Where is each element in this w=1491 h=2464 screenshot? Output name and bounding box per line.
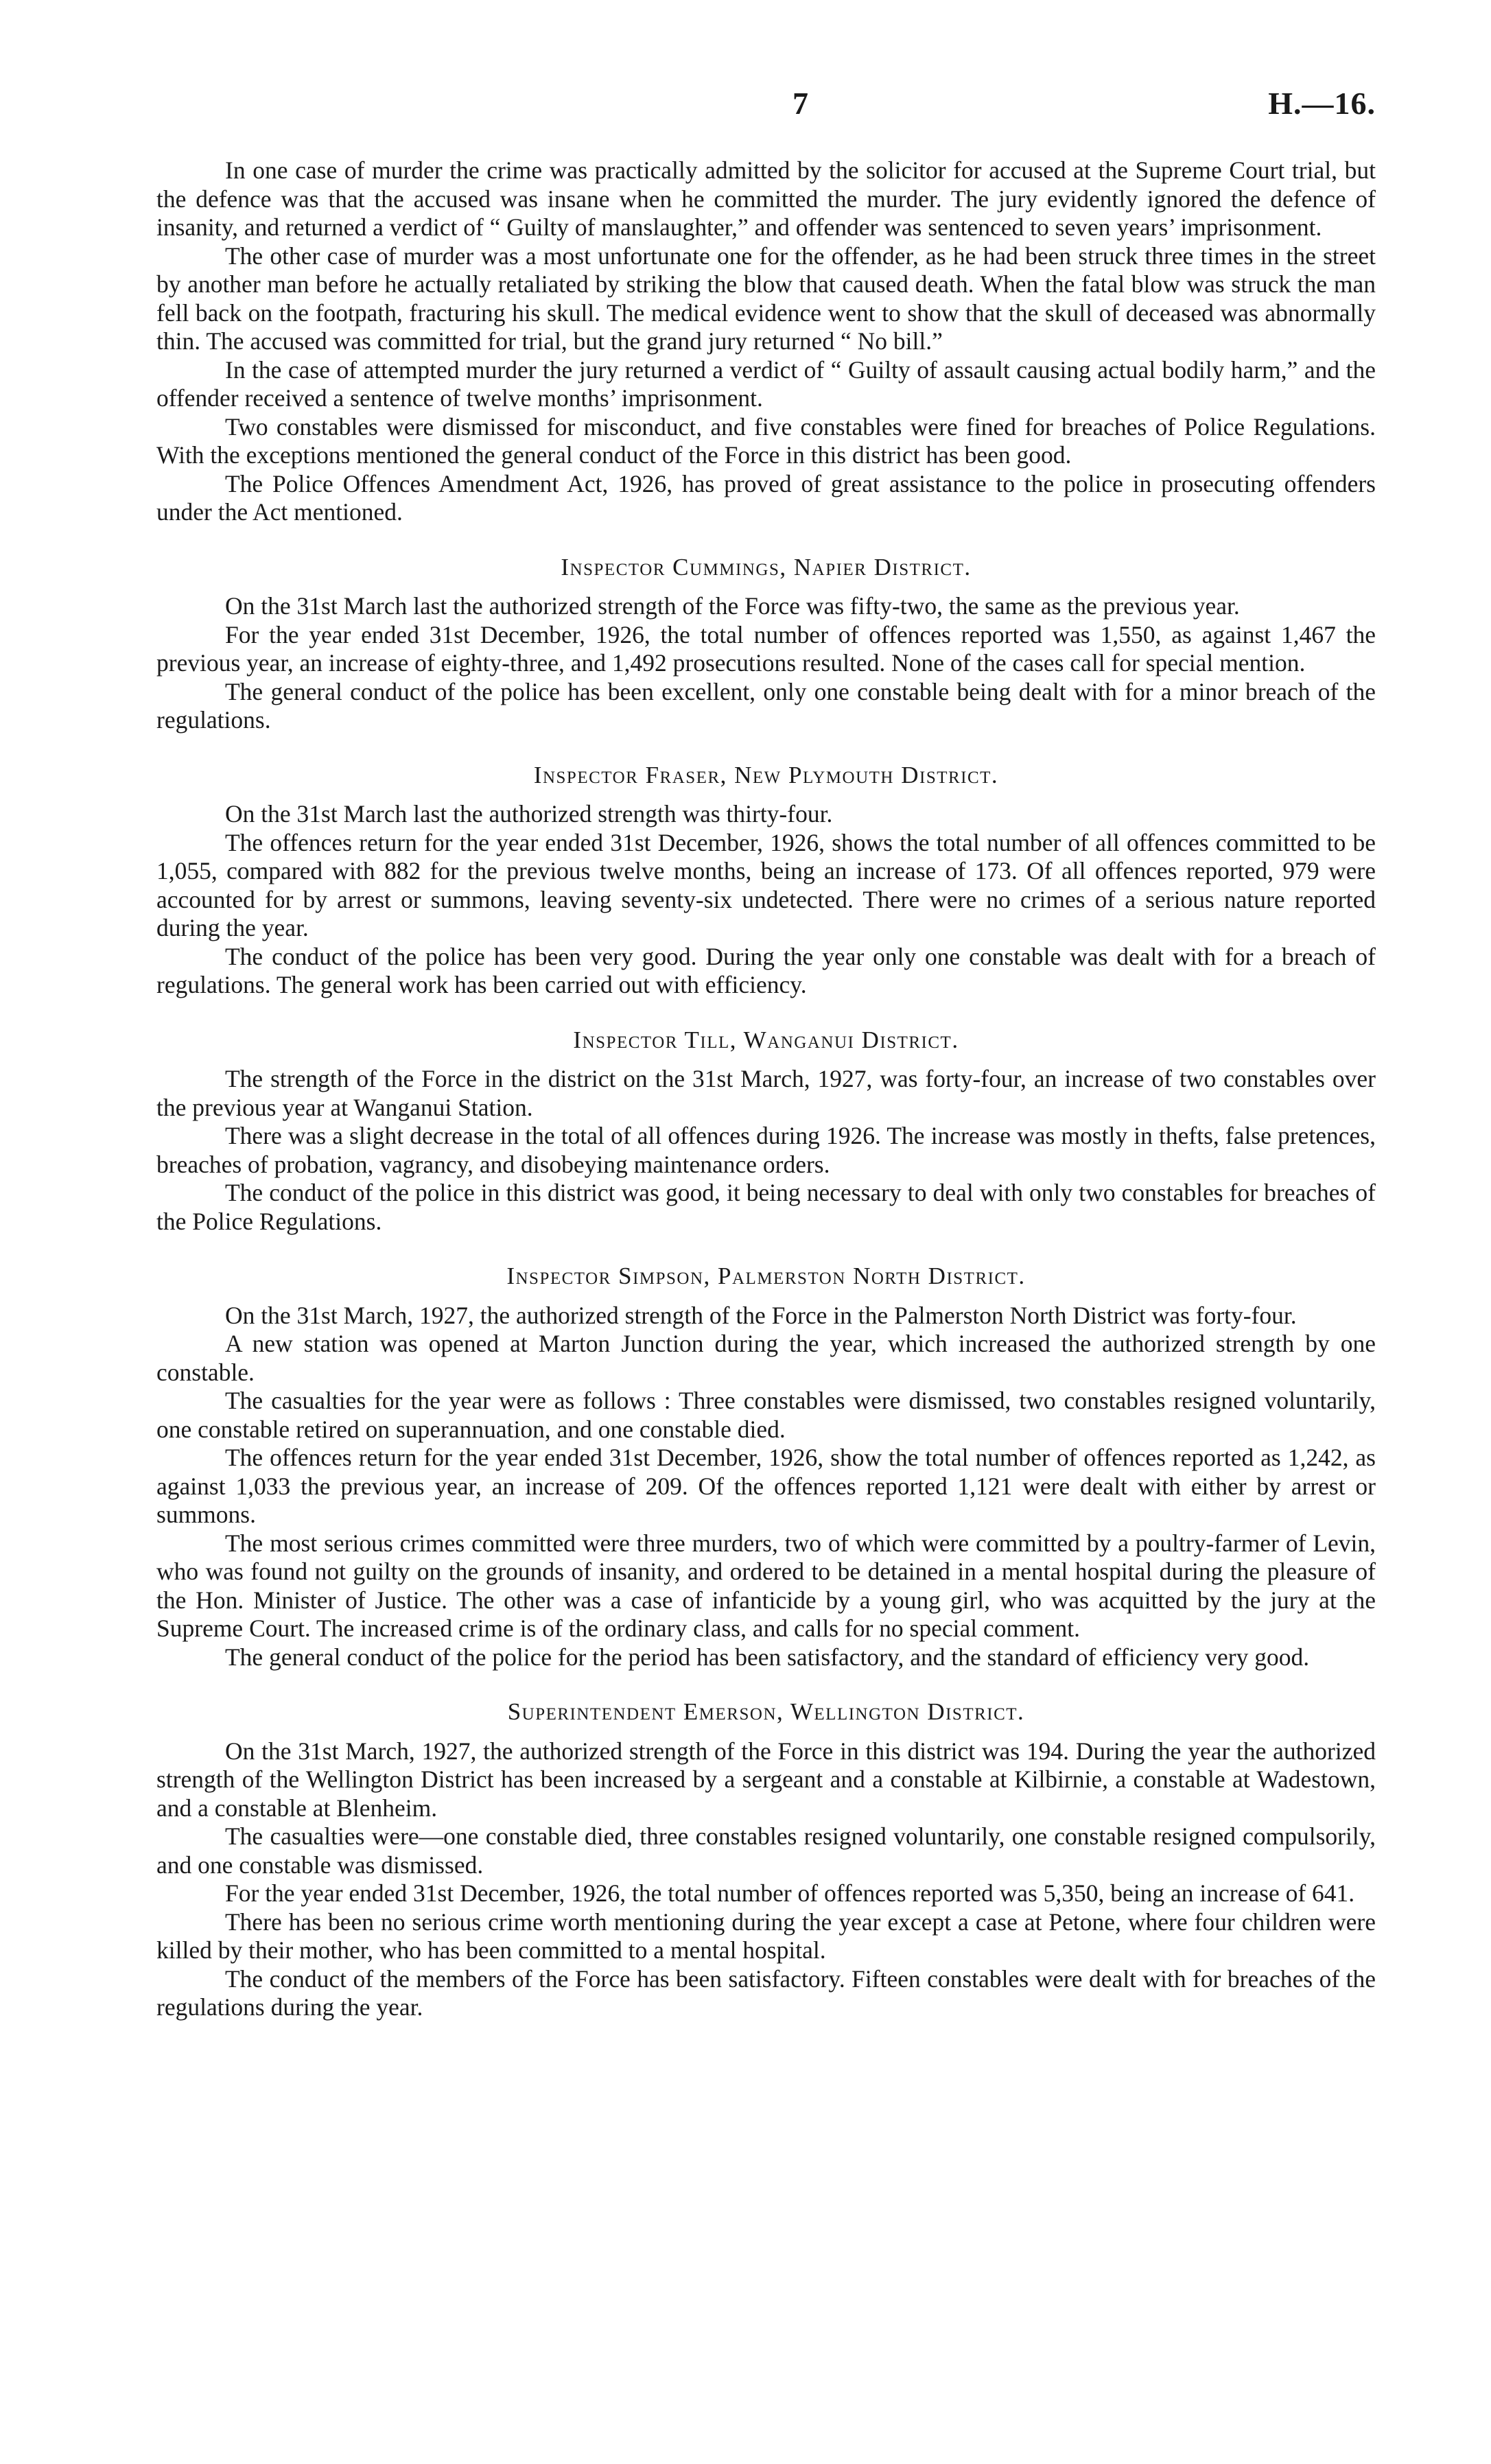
paragraph: For the year ended 31st December, 1926, the total number of offences reported was 5,350, being an increase of 641. <box>225 1879 1355 1907</box>
paragraph: A new station was opened at Marton Junction during the year, which increased the authorized strength by one constable. <box>156 1330 1376 1386</box>
paragraph: The most serious crimes committed were three murders, two of which were committed by a poultry-farmer of Levin, who was found not guilty on the grounds of insanity, and ordered to be detained in a mental hospital during the pleasure of the Hon. Minister of Justice. The other was a case of infanticide by a young girl, who was acquitted by the jury at the Supreme Court. The increased crime is of the ordinary class, and calls for no special comment. <box>156 1529 1376 1642</box>
paragraph: On the 31st March last the authorized strength was thirty-four. <box>225 800 833 828</box>
section-heading-napier: Inspector Cummings, Napier District. <box>561 553 972 580</box>
paragraph: The offences return for the year ended 31st December, 1926, show the total number of offences reported as 1,242, as against 1,033 the previous year, an increase of 209. Of the offences reported 1,121 were dealt with either by arrest or summons. <box>156 1444 1376 1528</box>
page-number: 7 <box>793 86 808 121</box>
paragraph: The conduct of the police in this district was good, it being necessary to deal with only two constables for breaches of the Police Regulations. <box>156 1179 1376 1235</box>
section-wanganui <box>156 1065 1376 1236</box>
paragraph: On the 31st March, 1927, the authorized strength of the Force in this district was 194. During the year the authorized strength of the Wellington District has been increased by a sergeant and a constable at Kilbirnie, a constable at Wadestown, and a constable at Blenheim. <box>156 1737 1376 1822</box>
paragraph: In one case of murder the crime was practically admitted by the solicitor for accused at the Supreme Court trial, but the defence was that the accused was insane when he committed the murder. The jury evidently ignored the defence of insanity, and returned a verdict of “ Guilty of manslaughter,” and offender was sentenced to seven years’ imprisonment. <box>156 156 1376 241</box>
paragraph: Two constables were dismissed for misconduct, and five constables were fined for breaches of Police Regulations. With the exceptions mentioned the general conduct of the Force in this district has been good. <box>156 412 1376 469</box>
section-heading-new-plymouth: Inspector Fraser, New Plymouth District. <box>533 761 999 788</box>
paragraph: The casualties were—one constable died, three constables resigned voluntarily, one constable resigned compulsorily, and one constable was dismissed. <box>156 1822 1376 1879</box>
paragraph: There was a slight decrease in the total of all offences during 1926. The increase was mostly in thefts, false pretences, breaches of probation, vagrancy, and disobeying maintenance orders. <box>156 1122 1376 1178</box>
paragraph: The conduct of the members of the Force has been satisfactory. Fifteen constables were dealt with for breaches of the regulations during the year. <box>156 1964 1376 2021</box>
paragraph: In the case of attempted murder the jury returned a verdict of “ Guilty of assault causing actual bodily harm,” and the offender received a sentence of twelve months’ imprisonment. <box>156 355 1376 412</box>
page-header <box>225 86 1376 130</box>
intro-block <box>156 156 1376 527</box>
section-heading-wanganui: Inspector Till, Wanganui District. <box>573 1026 959 1053</box>
paragraph: The offences return for the year ended 31st December, 1926, shows the total number of all offences committed to be 1,055, compared with 882 for the previous twelve months, being an increase of 173. Of all offences reported, 979 were accounted for by arrest or summons, leaving seventy-six undetected. There were no crimes of a serious nature reported during the year. <box>156 828 1376 941</box>
section-heading-wellington: Superintendent Emerson, Wellington District. <box>507 1698 1025 1725</box>
paragraph: For the year ended 31st December, 1926, the total number of offences reported was 1,550, as against 1,467 the previous year, an increase of eighty-three, and 1,492 prosecutions resulted. None of the cases call for special mention. <box>156 620 1376 677</box>
report-code: H.—16. <box>1268 86 1376 121</box>
section-new-plymouth <box>156 800 1376 1000</box>
paragraph: The other case of murder was a most unfortunate one for the offender, as he had been struck three times in the street by another man before he actually retaliated by striking the blow that caused death. When the fatal blow was struck the man fell back on the footpath, fracturing his skull. The medical evidence went to show that the skull of deceased was abnormally thin. The accused was committed for trial, but the grand jury returned “ No bill.” <box>156 242 1376 355</box>
paragraph: On the 31st March last the authorized strength of the Force was fifty-two, the same as the previous year. <box>225 592 1240 620</box>
paragraph: On the 31st March, 1927, the authorized strength of the Force in the Palmerston North District was forty-four. <box>225 1301 1297 1329</box>
paragraph: The general conduct of the police has been excellent, only one constable being dealt with for a minor breach of the regulations. <box>156 677 1376 734</box>
section-wellington <box>156 1737 1376 2022</box>
paragraph: The general conduct of the police for the period has been satisfactory, and the standard of efficiency very good. <box>225 1643 1310 1671</box>
section-heading-palmerston-north: Inspector Simpson, Palmerston North District. <box>506 1263 1026 1289</box>
paragraph: The strength of the Force in the district on the 31st March, 1927, was forty-four, an increase of two constables over the previous year at Wanganui Station. <box>156 1065 1376 1121</box>
paragraph: The Police Offences Amendment Act, 1926, has proved of great assistance to the police in prosecuting offenders under the Act mentioned. <box>156 469 1376 526</box>
paragraph: The conduct of the police has been very good. During the year only one constable was dealt with for a breach of regulations. The general work has been carried out with efficiency. <box>156 942 1376 998</box>
section-palmerston-north <box>156 1302 1376 1672</box>
section-napier <box>156 592 1376 735</box>
paragraph: The casualties for the year were as follows : Three constables were dismissed, two constables resigned voluntarily, one constable retired on superannuation, and one constable died. <box>156 1387 1376 1443</box>
paragraph: There has been no serious crime worth mentioning during the year except a case at Petone, where four children were killed by their mother, who has been committed to a mental hospital. <box>156 1908 1376 1964</box>
